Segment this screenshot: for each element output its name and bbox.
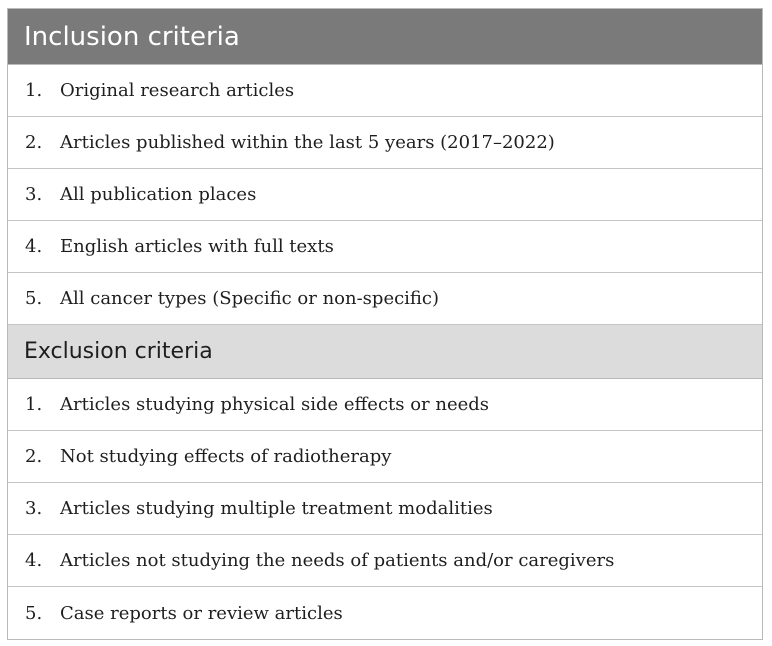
item-text: Articles studying physical side effects or needs xyxy=(60,394,490,415)
inclusion-item xyxy=(8,65,762,117)
item-text: Articles published within the last 5 years (2017–2022) xyxy=(60,132,555,153)
exclusion-item xyxy=(8,431,762,483)
item-text: All cancer types (Specific or non-specific) xyxy=(60,288,440,309)
inclusion-item xyxy=(8,221,762,273)
item-text: English articles with full texts xyxy=(60,236,334,257)
item-number: 5. xyxy=(25,602,43,624)
item-text: Case reports or review articles xyxy=(60,602,343,624)
item-number: 3. xyxy=(25,498,43,519)
item-number: 1. xyxy=(25,394,43,415)
item-number: 1. xyxy=(25,80,43,101)
inclusion-criteria-heading: Inclusion criteria xyxy=(8,9,762,65)
exclusion-item xyxy=(8,587,762,639)
item-text: All publication places xyxy=(60,184,257,205)
item-text: Not studying effects of radiotherapy xyxy=(60,446,392,467)
item-number: 4. xyxy=(25,236,43,257)
inclusion-item xyxy=(8,273,762,325)
criteria-table xyxy=(7,8,763,640)
item-text: Articles studying multiple treatment modalities xyxy=(60,498,493,519)
item-number: 5. xyxy=(25,288,43,309)
exclusion-item xyxy=(8,535,762,587)
item-number: 2. xyxy=(25,132,43,153)
item-text: Articles not studying the needs of patients and/or caregivers xyxy=(60,550,615,571)
exclusion-item xyxy=(8,483,762,535)
inclusion-item xyxy=(8,117,762,169)
item-number: 4. xyxy=(25,550,43,571)
item-text: Original research articles xyxy=(60,80,295,101)
inclusion-item xyxy=(8,169,762,221)
exclusion-item xyxy=(8,379,762,431)
item-number: 3. xyxy=(25,184,43,205)
item-number: 2. xyxy=(25,446,43,467)
exclusion-criteria-heading: Exclusion criteria xyxy=(8,325,762,379)
